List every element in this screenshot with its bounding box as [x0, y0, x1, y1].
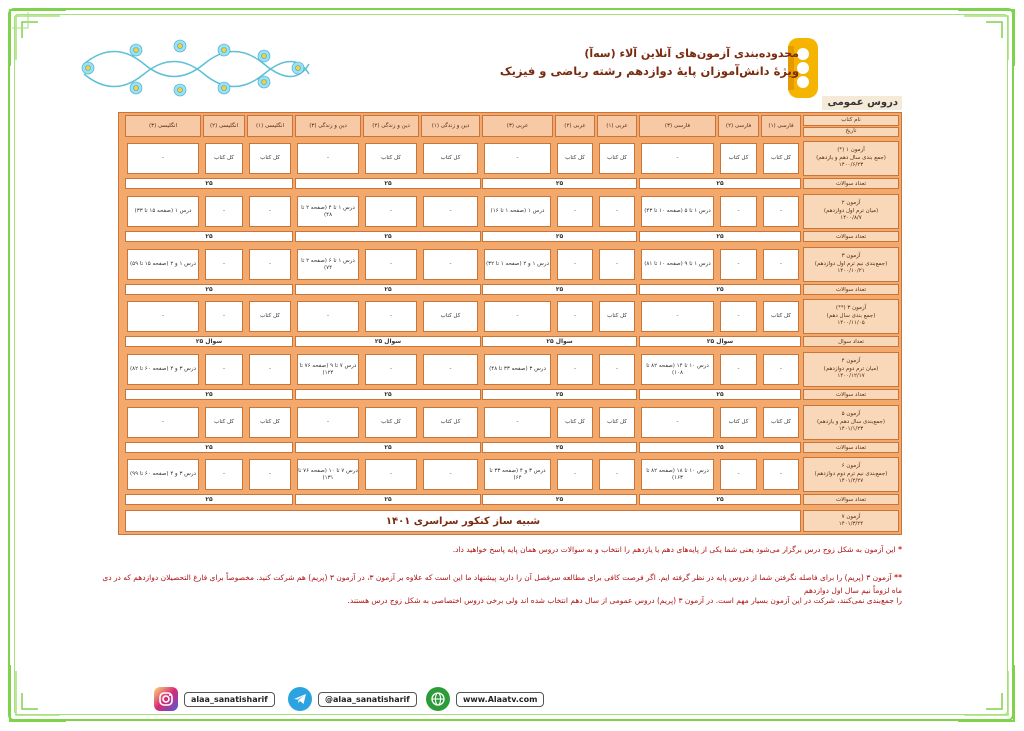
table-cell: - — [423, 459, 478, 490]
table-cell: - — [599, 459, 635, 490]
exam-label-line: آزمون ۷ — [841, 513, 861, 520]
note-2-text-b: را جمع‌بندی نمی‌کنند، شرکت در این آزمون بسیار مهم است. در آزمون ۳ (پریم) دروس عمومی از سال دهم انتخاب شده اند ولی برخی دروس اختصاصی به شکل زوج درس هستند. — [347, 596, 902, 605]
exam-label-line: آزمون ۳ — [841, 253, 861, 260]
exam-label — [803, 299, 899, 334]
corner-ornament-icon — [8, 8, 68, 68]
question-count: ۲۵ — [639, 178, 801, 189]
table-cell: - — [599, 249, 635, 280]
table-cell: - — [557, 196, 593, 227]
table-cell: - — [641, 407, 714, 438]
table-cell: - — [249, 459, 291, 490]
title-line-2: ویژهٔ دانش‌آموزان پایهٔ دوازدهم رشته ریاضی و فیزیک — [499, 64, 799, 78]
question-count: ۲۵ — [482, 494, 637, 505]
exam-label-line: آزمون ۶ — [841, 463, 861, 470]
exam-label-line: (میان ترم اول دوازدهم) — [823, 207, 879, 214]
table-cell: - — [557, 301, 593, 332]
exam-label-line: آزمون ۳ (**) — [835, 305, 867, 312]
table-cell: - — [127, 301, 199, 332]
note-2-marker: ** — [894, 573, 902, 582]
question-count: ۲۵ — [639, 494, 801, 505]
table-cell: - — [423, 196, 478, 227]
table-cell: درس ۱۰ تا ۱۸ (صفحه ۸۲ تا ۱۶۳) — [641, 459, 714, 490]
table-cell: - — [249, 249, 291, 280]
table-cell: - — [720, 301, 757, 332]
table-cell: - — [205, 354, 243, 385]
instagram-handle: alaa_sanatisharif — [184, 692, 275, 707]
table-cell: - — [484, 143, 551, 174]
table-cell: کل کتاب — [599, 301, 635, 332]
table-cell: - — [720, 196, 757, 227]
table-cell: - — [127, 407, 199, 438]
exam-label — [803, 457, 899, 492]
exam-label — [803, 510, 899, 532]
table-cell: - — [205, 459, 243, 490]
table-cell: - — [763, 354, 799, 385]
exam-label — [803, 141, 899, 176]
table-cell: - — [641, 301, 714, 332]
note-2-text-a: آزمون ۳ (پریم) را برای فاصله نگرفتن شما از دروس پایه در نظر گرفته ایم. اگر فرصت کافی برای مطالعه سرفصل آن را دارید پیشنهاد ما این است که علاوه بر آزمون ۳، در آزمون ۳ (پریم) هم شرکت کنید. مخصوصاً برای فارغ التحصیلان دوازدهم که در دی ماه لزوماً نیم سال اول دوازدهم — [102, 573, 902, 595]
question-count-label: تعداد سوالات — [803, 494, 899, 505]
title-line-1: محدوده‌بندی آزمون‌های آنلاین آلاء (سه‌آ) — [584, 47, 799, 60]
question-count: ۲۵ — [125, 284, 293, 295]
exam-label-line: (جمع بندی سال دهم و یازدهم) — [816, 154, 886, 161]
question-count-label: تعداد سوال — [803, 336, 899, 347]
table-cell: کل کتاب — [763, 143, 799, 174]
question-count: ۲۵ — [482, 284, 637, 295]
table-cell: - — [249, 354, 291, 385]
table-cell: - — [365, 301, 417, 332]
column-header: انگلیسی (۳) — [125, 115, 201, 137]
table-cell: - — [365, 196, 417, 227]
page-title — [439, 46, 799, 80]
exam-label-line: آزمون ۲ — [841, 200, 861, 207]
schedule-table — [118, 112, 902, 535]
table-cell: - — [763, 196, 799, 227]
exam-label-line: ۱۴۰۰/۱۰/۲۱ — [837, 268, 865, 275]
note-1-marker: * — [898, 545, 902, 554]
table-cell: کل کتاب — [763, 407, 799, 438]
globe-icon — [426, 687, 450, 711]
table-cell: درس ۱ (صفحه ۱۵ تا ۳۳) — [127, 196, 199, 227]
table-cell: - — [720, 459, 757, 490]
column-header: عربی (۱) — [597, 115, 637, 137]
question-count: ۲۵ — [482, 389, 637, 400]
note-1 — [102, 543, 902, 556]
book-name-header: نام کتاب — [803, 115, 899, 126]
exam-label-line: ۱۴۰۱/۳/۲۴ — [838, 521, 864, 527]
konkur-cell: شبیه ساز کنکور سراسری ۱۴۰۱ — [125, 510, 801, 532]
table-cell: کل کتاب — [365, 407, 417, 438]
column-header: فارسی (۳) — [639, 115, 716, 137]
table-cell: - — [484, 407, 551, 438]
question-count: ۲۵ — [639, 231, 801, 242]
question-count: ۲۵ — [295, 178, 481, 189]
question-count: ۲۵ — [125, 231, 293, 242]
table-cell: کل کتاب — [599, 407, 635, 438]
table-cell: کل کتاب — [249, 407, 291, 438]
question-count: ۲۵ سوال — [125, 336, 293, 347]
table-cell: - — [423, 354, 478, 385]
table-cell: کل کتاب — [720, 143, 757, 174]
table-cell: - — [205, 249, 243, 280]
question-count: ۲۵ سوال — [482, 336, 637, 347]
table-cell: - — [557, 459, 593, 490]
exam-label-line: ۱۴۰۱/۱/۲۳ — [838, 426, 864, 433]
corner-ornament-icon — [956, 663, 1016, 723]
table-cell: کل کتاب — [557, 407, 593, 438]
column-header: دین و زندگی (۱) — [421, 115, 480, 137]
table-cell: - — [557, 249, 593, 280]
question-count: ۲۵ — [295, 442, 481, 453]
table-cell: درس ۷ تا ۹ (صفحه ۷۶ تا ۱۲۴) — [297, 354, 359, 385]
question-count-label: تعداد سوالات — [803, 284, 899, 295]
question-count: ۲۵ سوال — [295, 336, 481, 347]
question-count: ۲۵ — [639, 389, 801, 400]
table-cell: کل کتاب — [249, 301, 291, 332]
corner-ornament-icon — [8, 663, 68, 723]
table-cell: درس ۱ تا ۹ (صفحه ۱۰ تا ۸۱) — [641, 249, 714, 280]
table-cell: کل کتاب — [763, 301, 799, 332]
table-cell: - — [720, 249, 757, 280]
table-cell: - — [365, 459, 417, 490]
table-cell: کل کتاب — [423, 407, 478, 438]
instagram-icon — [154, 687, 178, 711]
table-cell: - — [720, 354, 757, 385]
exam-label — [803, 352, 899, 387]
table-cell: - — [205, 196, 243, 227]
column-header: فارسی (۱) — [761, 115, 801, 137]
website-url: www.Alaatv.com — [456, 692, 544, 707]
column-header: انگلیسی (۲) — [203, 115, 245, 137]
table-cell: - — [297, 143, 359, 174]
exam-label-line: ۱۴۰۰/۸/۷ — [840, 215, 862, 222]
table-cell: - — [127, 143, 199, 174]
column-header: دین و زندگی (۳) — [295, 115, 361, 137]
table-cell: درس ۳ و ۴ (صفحه ۳۳ تا ۶۴) — [484, 459, 551, 490]
table-cell: - — [423, 249, 478, 280]
exam-label-line: ۱۴۰۱/۲/۲۷ — [838, 478, 864, 485]
table-cell: درس ۱۰ تا ۱۴ (صفحه ۸۲ تا ۱۰۸) — [641, 354, 714, 385]
table-cell: کل کتاب — [557, 143, 593, 174]
exam-label — [803, 405, 899, 440]
table-cell: - — [205, 301, 243, 332]
table-cell: - — [641, 143, 714, 174]
question-count: ۲۵ — [482, 231, 637, 242]
table-cell: کل کتاب — [365, 143, 417, 174]
column-header: فارسی (۲) — [718, 115, 759, 137]
telegram-link[interactable] — [288, 686, 417, 712]
table-cell: درس ۱ تا ۵ (صفحه ۱۰ تا ۴۳) — [641, 196, 714, 227]
question-count: ۲۵ — [295, 494, 481, 505]
table-cell: کل کتاب — [423, 143, 478, 174]
flower-garland-icon — [74, 34, 314, 104]
note-2b — [102, 594, 902, 607]
table-cell: - — [599, 354, 635, 385]
note-1-text: این آزمون به شکل زوج درس برگزار می‌شود یعنی شما یکی از پایه‌های دهم یا یازدهم را انتخاب و به سوالات دروس همان پایه پاسخ خواهید داد. — [452, 545, 896, 554]
table-cell: کل کتاب — [205, 143, 243, 174]
column-header: عربی (۲) — [555, 115, 595, 137]
table-cell: - — [557, 354, 593, 385]
question-count: ۲۵ — [639, 284, 801, 295]
table-cell: درس ۱ تا ۴ (صفحه ۲ تا ۴۸) — [297, 196, 359, 227]
table-cell: درس ۳ و ۴ (صفحه ۶۰ تا ۹۹) — [127, 459, 199, 490]
question-count-label: تعداد سوالات — [803, 231, 899, 242]
instagram-link[interactable] — [154, 686, 275, 712]
table-cell: کل کتاب — [423, 301, 478, 332]
table-cell: کل کتاب — [249, 143, 291, 174]
telegram-handle: @alaa_sanatisharif — [318, 692, 417, 707]
exam-label-line: (جمع‌بندی سال دهم و یازدهم) — [817, 418, 885, 425]
exam-label-line: ۱۴۰۰/۶/۲۳ — [838, 162, 864, 169]
table-cell: - — [297, 407, 359, 438]
question-count: ۲۵ — [125, 178, 293, 189]
exam-label-line: (جمع‌بندی نیم ترم اول دوازدهم) — [814, 260, 888, 267]
question-count: ۲۵ — [295, 231, 481, 242]
section-label: دروس عمومی — [822, 96, 902, 110]
column-header: انگلیسی (۱) — [247, 115, 293, 137]
table-cell: درس ۱ و ۲ (صفحه ۱ تا ۳۲) — [484, 249, 551, 280]
table-cell: درس ۱ تا ۶ (صفحه ۲ تا ۷۴) — [297, 249, 359, 280]
table-cell: درس ۳ و ۴ (صفحه ۶۰ تا ۸۲) — [127, 354, 199, 385]
table-cell: - — [365, 354, 417, 385]
table-cell: درس ۱ و ۲ (صفحه ۱۵ تا ۵۹) — [127, 249, 199, 280]
table-cell: - — [599, 196, 635, 227]
exam-label-line: آزمون ۵ — [841, 411, 861, 418]
question-count: ۲۵ — [125, 494, 293, 505]
exam-label-line: ۱۴۰۰/۱۱/۰۵ — [837, 320, 865, 327]
table-cell: درس ۱ (صفحه ۱ تا ۱۶) — [484, 196, 551, 227]
question-count: ۲۵ — [482, 442, 637, 453]
table-cell: - — [763, 249, 799, 280]
exam-label-line: ۱۴۰۰/۱۲/۱۷ — [837, 373, 865, 380]
table-cell: درس ۳ (صفحه ۳۳ تا ۴۸) — [484, 354, 551, 385]
question-count-label: تعداد سوالات — [803, 442, 899, 453]
table-cell: - — [484, 301, 551, 332]
exam-label-line: آزمون ۴ — [841, 358, 861, 365]
question-count-label: تعداد سوالات — [803, 389, 899, 400]
table-cell: - — [763, 459, 799, 490]
question-count-label: تعداد سوالات — [803, 178, 899, 189]
table-cell: کل کتاب — [599, 143, 635, 174]
column-header: عربی (۳) — [482, 115, 553, 137]
date-header: تاریخ — [803, 127, 899, 137]
question-count: ۲۵ — [125, 389, 293, 400]
question-count: ۲۵ — [295, 284, 481, 295]
telegram-icon — [288, 687, 312, 711]
question-count: ۲۵ — [639, 442, 801, 453]
column-header: دین و زندگی (۲) — [363, 115, 419, 137]
table-cell: کل کتاب — [720, 407, 757, 438]
question-count: ۲۵ — [295, 389, 481, 400]
exam-label-line: (میان ترم دوم دوازدهم) — [823, 365, 879, 372]
website-link[interactable] — [426, 686, 544, 712]
exam-label-line: آزمون ۱ (*) — [837, 147, 865, 154]
table-cell: - — [249, 196, 291, 227]
table-cell: کل کتاب — [205, 407, 243, 438]
exam-label — [803, 194, 899, 229]
table-cell: - — [365, 249, 417, 280]
exam-label-line: (جمع‌بندی نیم ترم دوم دوازدهم) — [814, 470, 888, 477]
exam-label-line: (جمع بندی سال دهم) — [826, 312, 876, 319]
question-count: ۲۵ سوال — [639, 336, 801, 347]
exam-label — [803, 247, 899, 282]
corner-ornament-icon — [956, 8, 1016, 68]
table-cell: درس ۷ تا ۱۰ (صفحه ۷۶ تا ۱۳۱) — [297, 459, 359, 490]
question-count: ۲۵ — [125, 442, 293, 453]
table-cell: - — [297, 301, 359, 332]
question-count: ۲۵ — [482, 178, 637, 189]
